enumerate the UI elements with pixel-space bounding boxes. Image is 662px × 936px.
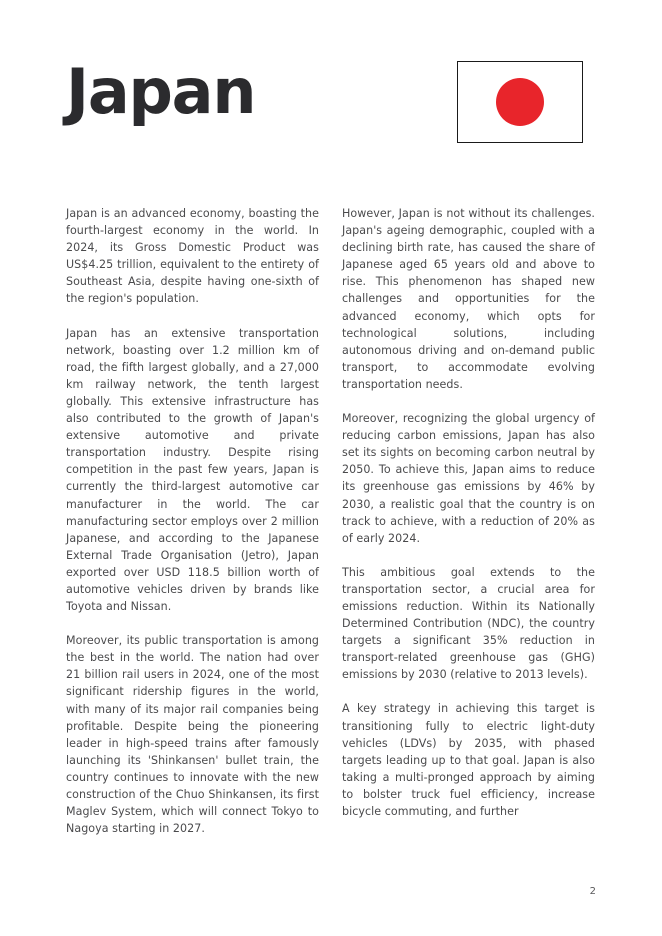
body-columns (66, 205, 596, 837)
left-column (66, 205, 319, 837)
page-number: 2 (589, 886, 596, 897)
page-footer (0, 885, 662, 909)
page-title: Japan (66, 55, 256, 128)
paragraph: A key strategy in achieving this target is transitioning fully to electric light-duty vehicles (LDVs) by 2035, with phased targets leading up to that goal. Japan is also taking a multi-pronged approach by aiming to bolster truck fuel efficiency, increase bicycle commuting, and further (342, 702, 595, 818)
japan-flag-icon (457, 61, 583, 143)
page-header (0, 0, 662, 200)
right-column (342, 205, 595, 837)
flag-red-disc (496, 78, 544, 126)
paragraph: Moreover, recognizing the global urgency of reducing carbon emissions, Japan has also set its sights on becoming carbon neutral by 2050. To achieve this, Japan aims to reduce its greenhouse gas emissions by 46% by 2030, a realistic goal that the country is on track to achieve, with a reduction of 20% as of early 2024. (342, 412, 595, 545)
paragraph: Japan has an extensive transportation network, boasting over 1.2 million km of road, the fifth largest globally, and a 27,000 km railway network, the tenth largest globally. This extensive infrastructure has also contributed to the growth of Japan's extensive automotive and private transportation industry. Despite rising competition in the past few years, Japan is currently the third-largest automotive car manufacturer in the world. The car manufacturing sector employs over 2 million Japanese, and according to the Japanese External Trade Organisation (Jetro), Japan exported over USD 118.5 billion worth of automotive vehicles driven by brands like Toyota and Nissan. (66, 326, 319, 614)
paragraph: Japan is an advanced economy, boasting the fourth-largest economy in the world. In 2024, its Gross Domestic Product was US$4.25 trillion, equivalent to the entirety of Southeast Asia, despite having one-sixth of the region's population. (66, 207, 319, 306)
paragraph: This ambitious goal extends to the transportation sector, a crucial area for emissions reduction. Within its Nationally Determined Contribution (NDC), the country targets a significant 35% reduction in transport-related greenhouse gas (GHG) emissions by 2030 (relative to 2013 levels). (342, 565, 595, 682)
paragraph: However, Japan is not without its challenges. Japan's ageing demographic, coupled with a declining birth rate, has caused the share of Japanese aged 65 years old and above to rise. This phenomenon has shaped new challenges and opportunities for the advanced economy, which opts for technological solutions, including autonomous driving and on-demand public transport, to accommodate evolving transportation needs. (342, 207, 595, 391)
paragraph: Moreover, its public transportation is among the best in the world. The nation had over 21 billion rail users in 2024, one of the most significant ridership figures in the world, with many of its major rail companies being profitable. Despite being the pioneering leader in high-speed trains after famously launching its 'Shinkansen' bullet train, the country continues to innovate with the new construction of the Chuo Shinkansen, its first Maglev System, which will connect Tokyo to Nagoya starting in 2027. (66, 634, 319, 836)
